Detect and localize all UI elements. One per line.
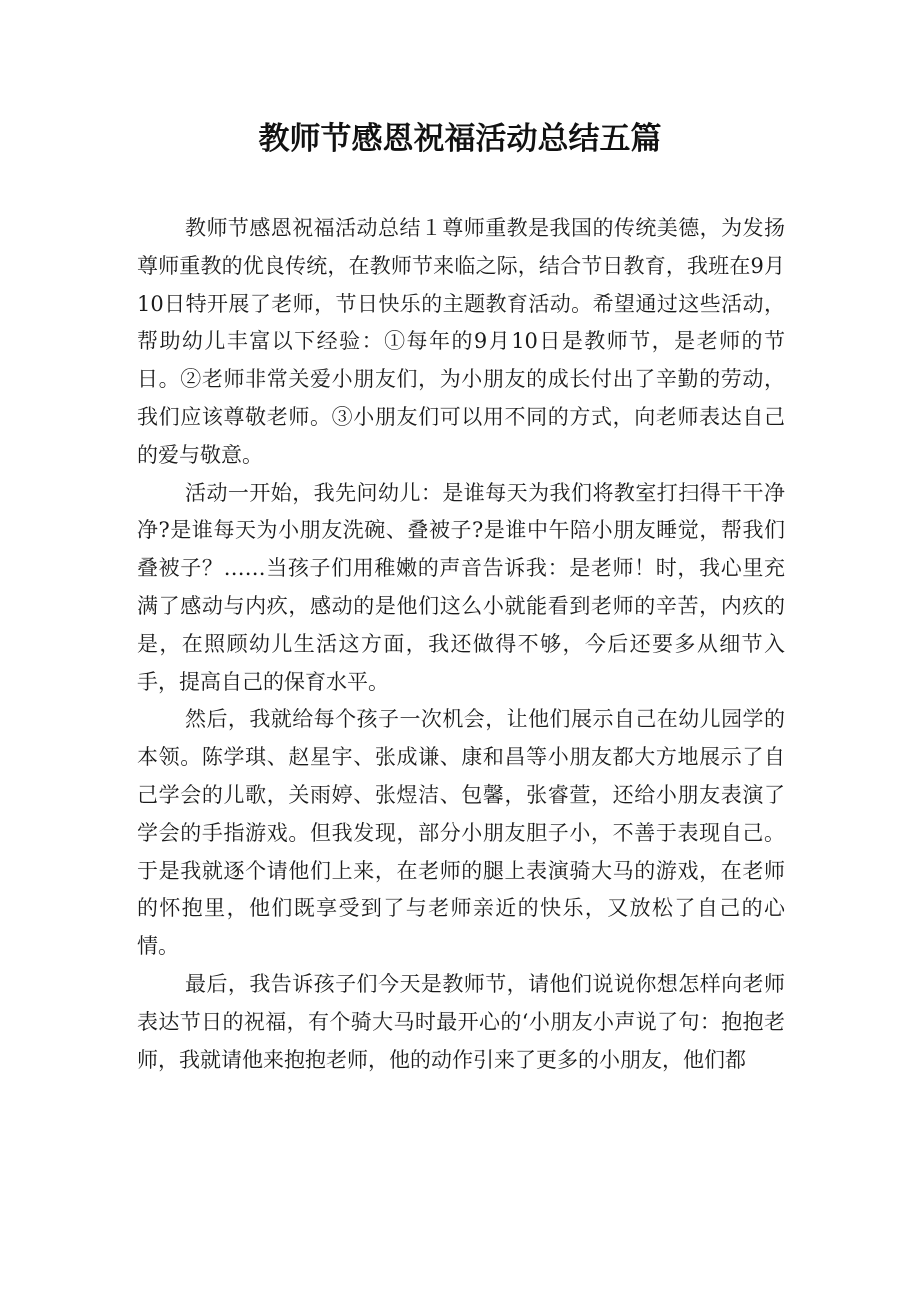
paragraph-1: 教师节感恩祝福活动总结１尊师重教是我国的传统美德，为发扬尊师重教的优良传统，在教师节来临之际，结合节日教育，我班在9月10日特开展了老师，节日快乐的主题教育活动。希望通过这些活动，帮助幼儿丰富以下经验：①每年的9月10日是教师节，是老师的节日。②老师非常关爱小朋友们，为小朋友的成长付出了辛勤的劳动，我们应该尊敬老师。③小朋友们可以用不同的方式，向老师表达自己的爱与敬意。: [137, 216, 785, 467]
document-title: 教师节感恩祝福活动总结五篇: [258, 121, 662, 157]
paragraph-4: 最后，我告诉孩子们今天是教师节，请他们说说你想怎样向老师表达节日的祝福，有个骑大马时最开心的‘小朋友小声说了句：抱抱老师，我就请他来抱抱老师，他的动作引来了更多的小朋友，他们都: [137, 971, 785, 1072]
paragraph-3: 然后，我就给每个孩子一次机会，让他们展示自己在幼儿园学的本领。陈学琪、赵星宇、张成谦、康和昌等小朋友都大方地展示了自己学会的儿歌，关雨婷、张煜洁、包馨，张睿萱，还给小朋友表演了学会的手指游戏。但我发现，部分小朋友胆子小，不善于表现自己。于是我就逐个请他们上来，在老师的腿上表演骑大马的游戏，在老师的怀抱里，他们既享受到了与老师亲近的快乐，又放松了自己的心情。: [137, 707, 785, 959]
document-body: [137, 210, 785, 1079]
paragraph-2: 活动一开始，我先问幼儿：是谁每天为我们将教室打扫得干干净净?是谁每天为小朋友洗碗、叠被子?是谁中午陪小朋友睡觉，帮我们叠被子？……当孩子们用稚嫩的声音告诉我：是老师！时，我心里充满了感动与内疚，感动的是他们这么小就能看到老师的辛苦，内疚的是，在照顾幼儿生活这方面，我还做得不够，今后还要多从细节入手，提高自己的保育水平。: [137, 480, 785, 694]
